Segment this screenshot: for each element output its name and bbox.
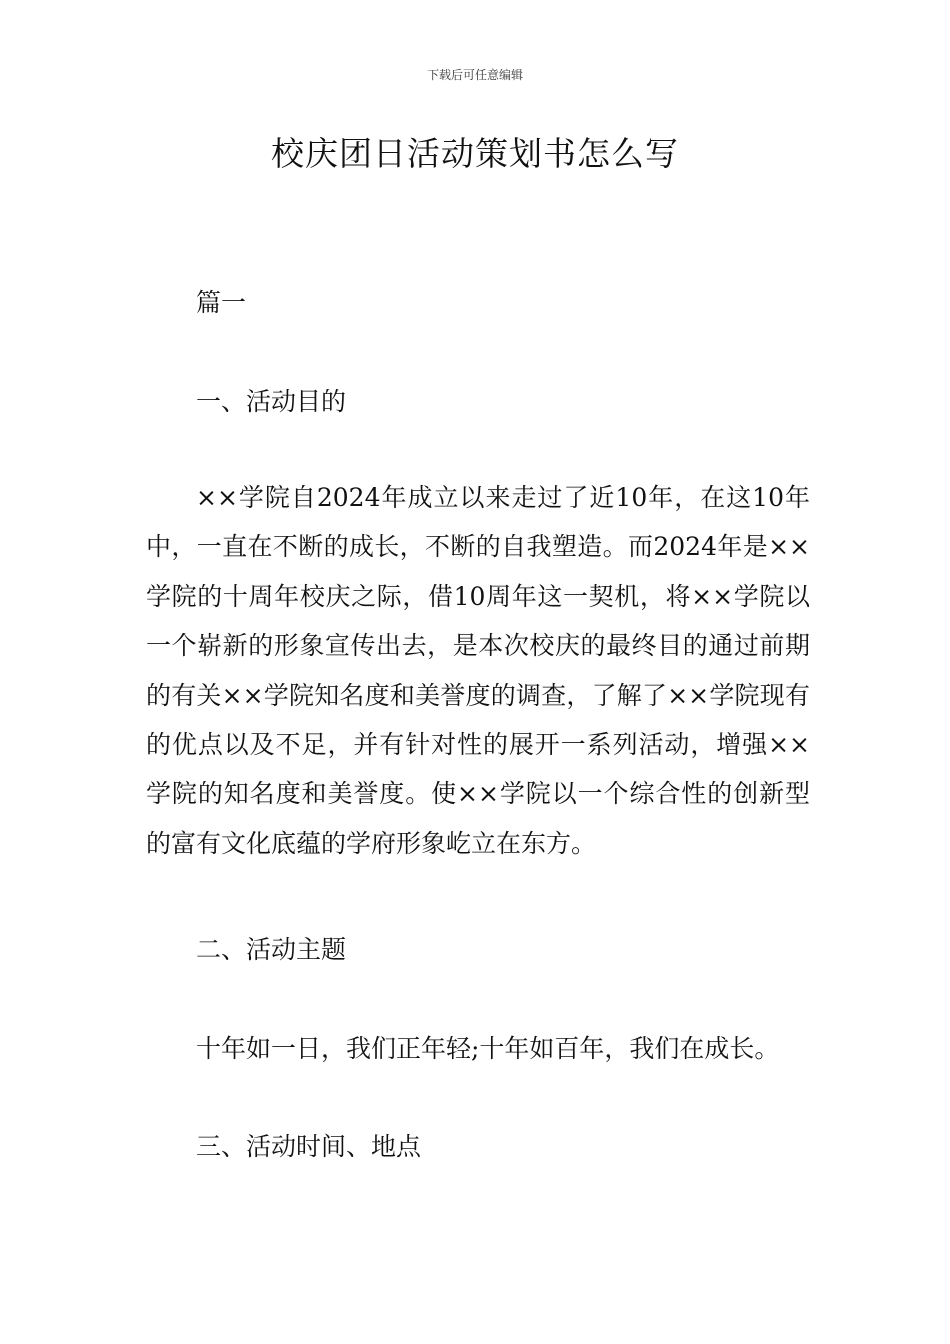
section-heading-purpose: 一、活动目的 [196,387,347,416]
part-label: 篇一 [196,288,247,317]
section-body-theme: 十年如一日，我们正年轻;十年如百年，我们在成长。 [196,1034,780,1063]
section-heading-time-place: 三、活动时间、地点 [196,1132,422,1161]
header-note: 下载后可任意编辑 [426,68,523,82]
section-body-purpose: ××学院自2024年成立以来走过了近10年，在这10年中，一直在不断的成长，不断的自我塑造。而2024年是××学院的十周年校庆之际，借10周年这一契机，将××学院以一个崭新的形象宣传出去，是本次校庆的最终目的通过前期的有关××学院知名度和美誉度的调查，了解了××学院现有的优点以及不足，并有针对性的展开一系列活动，增强××学院的知名度和美誉度。使××学院以一个综合性的创新型的富有文化底蕴的学府形象屹立在东方。 [146,483,810,858]
section-heading-theme: 二、活动主题 [196,935,347,964]
document-title: 校庆团日活动策划书怎么写 [271,134,679,173]
